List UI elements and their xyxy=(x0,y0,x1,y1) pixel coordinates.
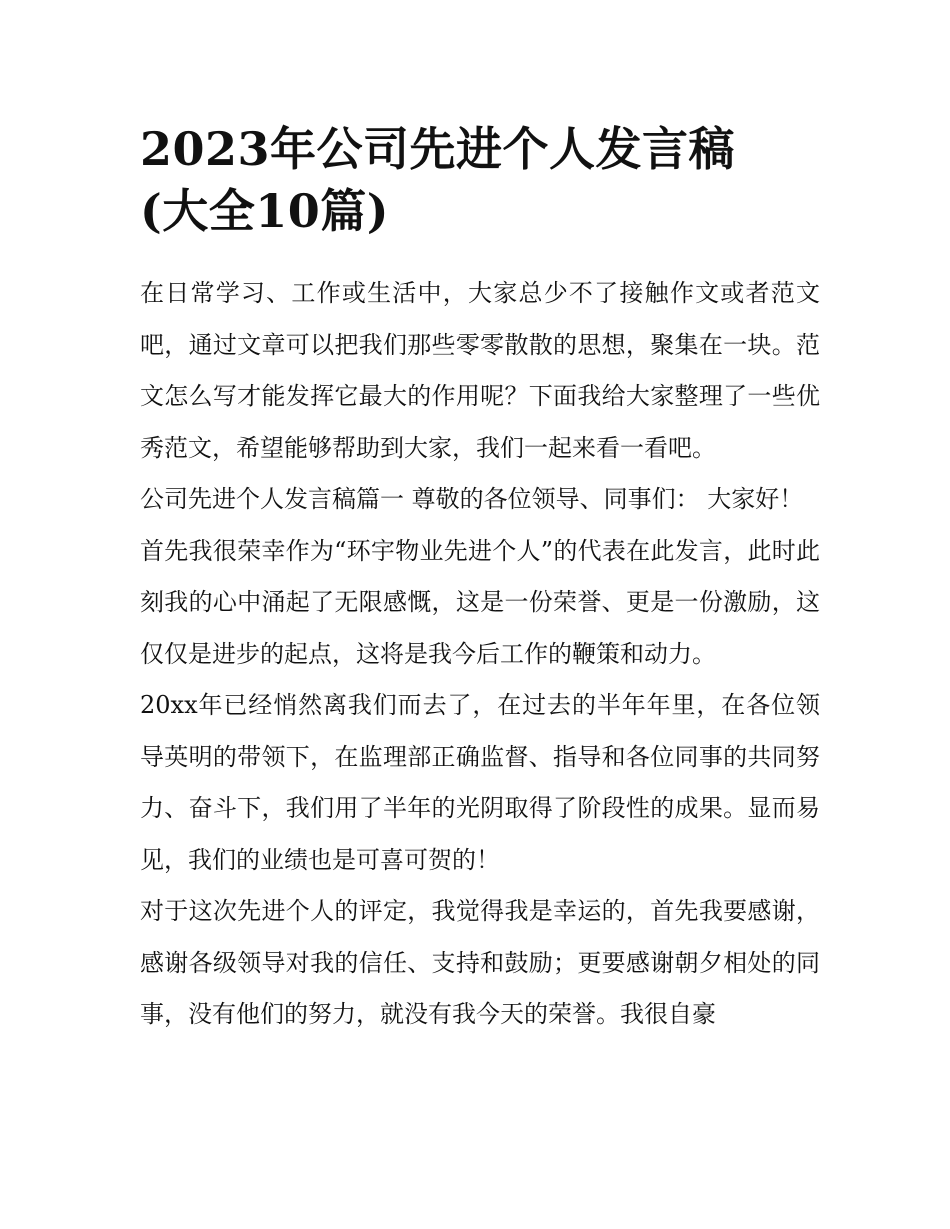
paragraph-greeting: 公司先进个人发言稿篇一 尊敬的各位领导、同事们： 大家好！ xyxy=(140,485,804,513)
paragraph-year-review: 20xx年已经悄然离我们而去了，在过去的半年年里，在各位领导英明的带领下，在监理部正确监督、指导和各位同事的共同努力、奋斗下，我们用了半年的光阴取得了阶段性的成果。显而易见，我们的业绩也是可喜可贺的！ xyxy=(140,691,820,874)
paragraph-thanks: 对于这次先进个人的评定，我觉得我是幸运的，首先我要感谢，感谢各级领导对我的信任、支持和鼓励；更要感谢朝夕相处的同事，没有他们的努力，就没有我今天的荣誉。我很自豪 xyxy=(140,897,820,1028)
paragraph-intro: 在日常学习、工作或生活中，大家总少不了接触作文或者范文吧，通过文章可以把我们那些零零散散的思想，聚集在一块。范文怎么写才能发挥它最大的作用呢？下面我给大家整理了一些优秀范文，希望能够帮助到大家，我们一起来看一看吧。 xyxy=(140,279,820,462)
document-page xyxy=(140,118,820,1041)
title-line-1: 2023年公司先进个人发言稿 xyxy=(140,122,736,176)
paragraph-honor: 首先我很荣幸作为“环宇物业先进个人”的代表在此发言，此时此刻我的心中涌起了无限感慨，这是一份荣誉、更是一份激励，这仅仅是进步的起点，这将是我今后工作的鞭策和动力。 xyxy=(140,536,820,668)
title-line-2: (大全10篇) xyxy=(140,184,390,238)
document-title xyxy=(140,118,820,242)
document-body xyxy=(140,268,820,1041)
